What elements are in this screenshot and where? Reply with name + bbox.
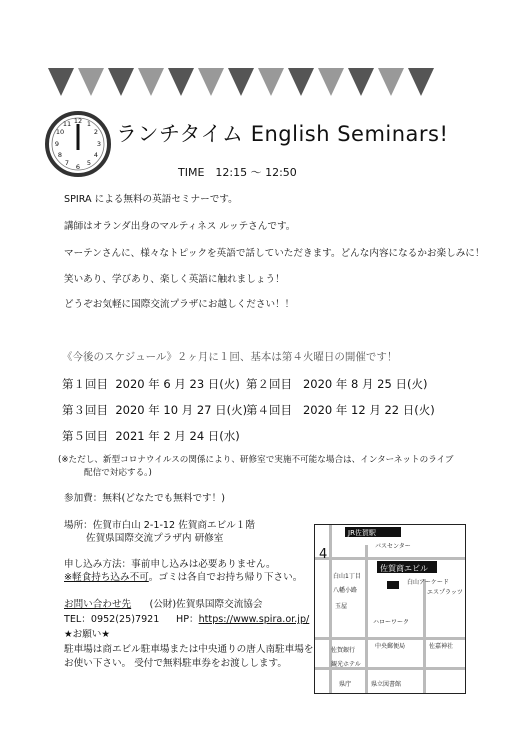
request-line-1: 駐車場は商エビル駐車場または中央通りの唐人南駐車場を	[64, 644, 314, 655]
map-post-office: 中央郵便局	[375, 643, 406, 650]
schedule-heading: 《今後のスケジュール》２ヶ月に１回、基本は第４火曜日の開催です！	[62, 351, 398, 363]
svg-text:8: 8	[57, 151, 63, 159]
contact-line: お問い合わせ先 (公財)佐賀県国際交流協会	[64, 599, 263, 610]
venue-line-2: 佐賀県国際交流プラザ内 研修室	[86, 533, 224, 544]
intro-line-3: マーテンさんに、様々なトピックを英語で話していただきます。どんな内容になるかお楽しみに！	[64, 248, 485, 259]
request-line-2: お使い下さい。 受付で無料駐車券をお渡しします。	[64, 658, 287, 669]
intro-line-2: 講師はオランダ出身のマルティネス ルッテさんです。	[64, 221, 296, 232]
svg-text:6: 6	[75, 163, 81, 171]
svg-text:12: 12	[73, 117, 83, 125]
session-1: 第１回目 2020 年 6 月 23 日(火)	[62, 377, 240, 391]
access-map	[314, 524, 466, 694]
map-kanko-hotel: 観光ホテル	[331, 661, 361, 668]
intro-line-1: SPIRA による無料の英語セミナーです。	[64, 194, 238, 205]
clock-icon	[44, 110, 112, 178]
map-station: JR佐賀駅	[348, 529, 376, 537]
svg-text:11: 11	[62, 120, 72, 128]
bunting-decoration	[48, 68, 442, 102]
svg-text:4: 4	[93, 151, 99, 159]
svg-text:7: 7	[64, 159, 70, 167]
map-esplatz: エスプラッツ	[427, 589, 463, 596]
session-3: 第３回目 2020 年 10 月 27 日(火)	[62, 403, 248, 417]
map-hellowork: ハローワーク	[373, 619, 410, 626]
application-line-2: ※軽食持ち込み不可。ゴミは各自でお持ち帰り下さい。	[64, 572, 303, 583]
map-saga-bank: 佐賀銀行	[331, 647, 356, 654]
contact-tel: TEL：0952(25)7921	[64, 614, 160, 625]
session-2: 第２回目 2020 年 8 月 25 日(火)	[246, 377, 428, 391]
schedule-note-2: 配信で対応する。)	[84, 468, 152, 478]
svg-text:3: 3	[96, 140, 102, 148]
svg-text:2: 2	[93, 128, 99, 136]
map-route-number: 4	[319, 547, 328, 562]
request-heading: ★お願い★	[64, 629, 110, 640]
application-line-1: 申し込み方法：事前申し込みは必要ありません。	[64, 559, 276, 570]
map-tamaya: 玉屋	[335, 603, 348, 610]
svg-text:1: 1	[86, 120, 92, 128]
session-5: 第５回目 2021 年 2 月 24 日(水)	[62, 429, 240, 443]
map-bus-center: バスセンター	[375, 543, 411, 550]
intro-line-4: 笑いあり、学びあり、楽しく英語に触れましょう！	[64, 274, 285, 285]
svg-text:9: 9	[54, 140, 60, 148]
contact-hp: HP：https://www.spira.or.jp/	[176, 614, 310, 625]
map-highlight-building: 佐賀商エビル	[380, 564, 428, 573]
hp-link[interactable]: https://www.spira.or.jp/	[198, 614, 310, 625]
map-shrine: 佐嘉神社	[429, 643, 454, 650]
page-title: ランチタイム English Seminars!	[116, 122, 449, 146]
schedule-note-1: (※ただし、新型コロナウイルスの関係により、研修室で実施不可能な場合は、インターネットのライブ	[58, 455, 454, 465]
svg-text:5: 5	[86, 159, 92, 167]
fee: 参加費：無料(どなたでも無料です！)	[64, 493, 225, 504]
svg-text:10: 10	[55, 128, 65, 136]
map-hachiman: 八幡小路	[333, 587, 358, 594]
map-prefecture-office: 県庁	[339, 681, 352, 688]
intro-line-5: どうぞお気軽に国際交流プラザにお越しください！！	[64, 299, 295, 310]
map-lane: 白山1丁目	[333, 573, 361, 580]
venue-line-1: 場所：佐賀市白山 2-1-12 佐賀商エビル１階	[64, 520, 255, 531]
map-library: 県立図書館	[371, 681, 402, 688]
session-4: 第４回目 2020 年 12 月 22 日(火)	[246, 403, 435, 417]
map-arcade: 白山アーケード	[407, 579, 449, 586]
event-time: TIME 12:15 ～ 12:50	[178, 166, 297, 179]
